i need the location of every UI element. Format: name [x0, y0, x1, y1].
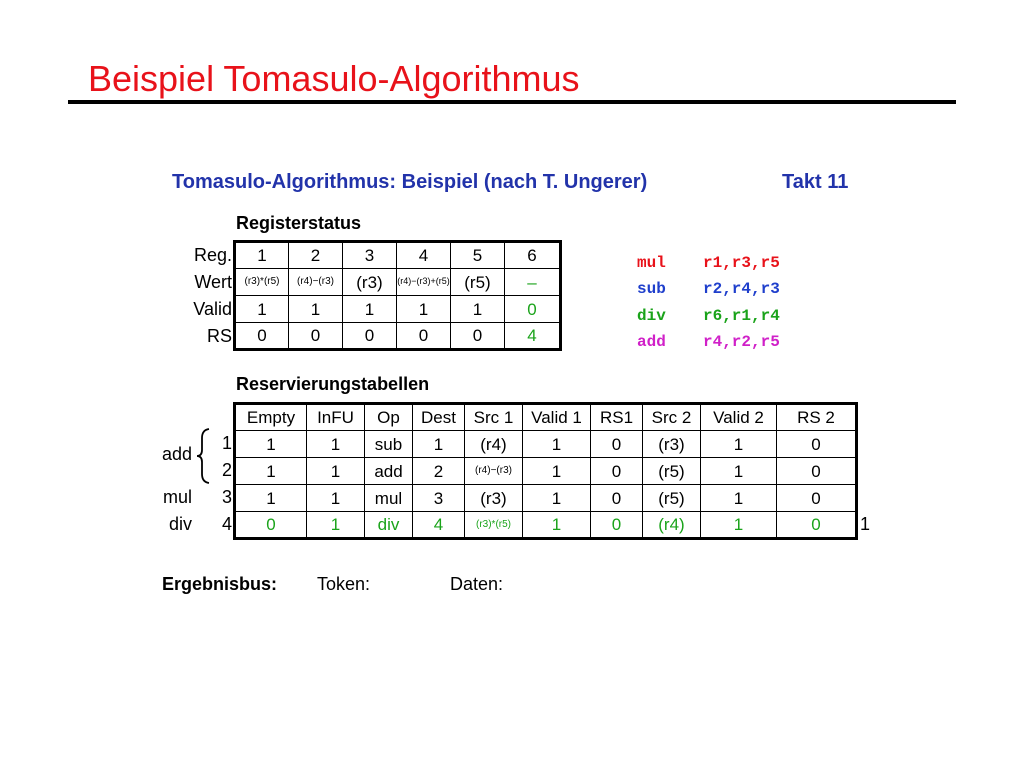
- table-cell: 0: [591, 431, 643, 458]
- table-cell: sub: [365, 431, 413, 458]
- table-cell: 0: [591, 512, 643, 539]
- trailing-mark: 1: [860, 514, 871, 534]
- table-cell: 0: [591, 458, 643, 485]
- reg-cell: 2: [289, 242, 343, 269]
- reg-row: [235, 242, 561, 269]
- wert-cell: (r4)−(r3): [289, 269, 343, 296]
- column-header: InFU: [307, 404, 365, 431]
- table-cell: 1: [523, 512, 591, 539]
- table-cell: 1: [701, 485, 777, 512]
- reservierungstabellen-table: [233, 402, 858, 540]
- table-cell: (r4): [643, 512, 701, 539]
- reg-cell: 6: [505, 242, 561, 269]
- title-rule: [68, 100, 956, 104]
- reg-cell: 5: [451, 242, 505, 269]
- instruction-op: div: [637, 307, 666, 325]
- table-cell: 2: [413, 458, 465, 485]
- table-cell: 4: [413, 512, 465, 539]
- table-cell: 1: [235, 485, 307, 512]
- table-cell: (r5): [643, 485, 701, 512]
- table-cell: div: [365, 512, 413, 539]
- table-cell: 1: [235, 458, 307, 485]
- rs-cell: 0: [451, 323, 505, 350]
- reservierungstabellen-heading: Reservierungstabellen: [236, 374, 430, 394]
- registerstatus-heading: Registerstatus: [236, 213, 362, 233]
- row-label-reg: Reg.: [193, 245, 232, 265]
- rs-row: [235, 323, 561, 350]
- wert-row: [235, 269, 561, 296]
- table-cell: (r3): [465, 485, 523, 512]
- valid-cell: 1: [451, 296, 505, 323]
- table-row: [235, 458, 857, 485]
- unit-label-div: div: [168, 514, 192, 534]
- table-cell: 0: [591, 485, 643, 512]
- column-header: RS1: [591, 404, 643, 431]
- reg-cell: 4: [397, 242, 451, 269]
- instruction-args: r2,r4,r3: [703, 280, 780, 298]
- figure-title: Tomasulo-Algorithmus: Beispiel (nach T. Ungerer): [172, 171, 648, 193]
- table-cell: mul: [365, 485, 413, 512]
- instruction-args: r6,r1,r4: [703, 307, 780, 325]
- slide-title: Beispiel Tomasulo-Algorithmus: [88, 58, 580, 99]
- table-row: [235, 431, 857, 458]
- row-index-2: 2: [221, 460, 232, 480]
- token-label: Token:: [317, 574, 371, 594]
- wert-cell: (r3)*(r5): [235, 269, 289, 296]
- wert-cell: (r5): [451, 269, 505, 296]
- instruction-mul: [637, 254, 780, 272]
- rs-cell: 0: [397, 323, 451, 350]
- column-header: Empty: [235, 404, 307, 431]
- column-header: RS 2: [777, 404, 857, 431]
- column-header: Src 1: [465, 404, 523, 431]
- valid-cell: 0: [505, 296, 561, 323]
- column-header: Src 2: [643, 404, 701, 431]
- table-row: [235, 485, 857, 512]
- column-header: Dest: [413, 404, 465, 431]
- table-cell: 0: [777, 458, 857, 485]
- row-index-1: 1: [221, 433, 232, 453]
- valid-cell: 1: [235, 296, 289, 323]
- table-cell: 0: [777, 431, 857, 458]
- table-cell: 1: [701, 431, 777, 458]
- table-cell: 1: [701, 512, 777, 539]
- table-cell: (r3): [643, 431, 701, 458]
- valid-cell: 1: [343, 296, 397, 323]
- table-cell: 0: [235, 512, 307, 539]
- instruction-op: add: [637, 333, 666, 351]
- row-index-3: 3: [221, 487, 232, 507]
- brace-icon: [196, 428, 212, 484]
- table-cell: 0: [777, 512, 857, 539]
- table-cell: 1: [523, 431, 591, 458]
- valid-cell: 1: [397, 296, 451, 323]
- column-header: Op: [365, 404, 413, 431]
- table-cell: 1: [307, 458, 365, 485]
- table-cell: 1: [523, 458, 591, 485]
- wert-cell: (r4)−(r3)+(r5): [397, 269, 451, 296]
- rs-cell: 0: [235, 323, 289, 350]
- column-header: Valid 2: [701, 404, 777, 431]
- table-cell: (r3)*(r5): [465, 512, 523, 539]
- table-cell: add: [365, 458, 413, 485]
- table-cell: 1: [523, 485, 591, 512]
- wert-cell: (r3): [343, 269, 397, 296]
- table-cell: 1: [307, 485, 365, 512]
- table-cell: (r4): [465, 431, 523, 458]
- instruction-sub: [637, 280, 780, 298]
- table-cell: 1: [701, 458, 777, 485]
- valid-row: [235, 296, 561, 323]
- table-cell: (r4)−(r3): [465, 458, 523, 485]
- valid-cell: 1: [289, 296, 343, 323]
- instruction-args: r4,r2,r5: [703, 333, 780, 351]
- instruction-add: [637, 333, 780, 351]
- table-cell: 1: [307, 431, 365, 458]
- row-index-4: 4: [221, 514, 232, 534]
- rs-cell: 4: [505, 323, 561, 350]
- figure-cycle: Takt 11: [782, 171, 849, 193]
- row-label-wert: Wert: [194, 272, 232, 292]
- rs-cell: 0: [289, 323, 343, 350]
- unit-label-add: add: [161, 444, 192, 464]
- table-cell: (r5): [643, 458, 701, 485]
- header-row: [235, 404, 857, 431]
- wert-cell: –: [505, 269, 561, 296]
- column-header: Valid 1: [523, 404, 591, 431]
- instruction-div: [637, 307, 780, 325]
- registerstatus-table: [233, 240, 562, 351]
- table-cell: 1: [307, 512, 365, 539]
- instruction-op: sub: [637, 280, 666, 298]
- reg-cell: 3: [343, 242, 397, 269]
- rs-cell: 0: [343, 323, 397, 350]
- table-cell: 1: [235, 431, 307, 458]
- table-cell: 1: [413, 431, 465, 458]
- table-cell: 3: [413, 485, 465, 512]
- row-label-rs: RS: [206, 326, 232, 346]
- table-cell: 0: [777, 485, 857, 512]
- unit-label-mul: mul: [162, 487, 192, 507]
- reg-cell: 1: [235, 242, 289, 269]
- row-label-valid: Valid: [193, 299, 232, 319]
- ergebnisbus-label: Ergebnisbus:: [162, 574, 278, 594]
- daten-label: Daten:: [450, 574, 504, 594]
- table-row: [235, 512, 857, 539]
- instruction-args: r1,r3,r5: [703, 254, 780, 272]
- instruction-op: mul: [637, 254, 666, 272]
